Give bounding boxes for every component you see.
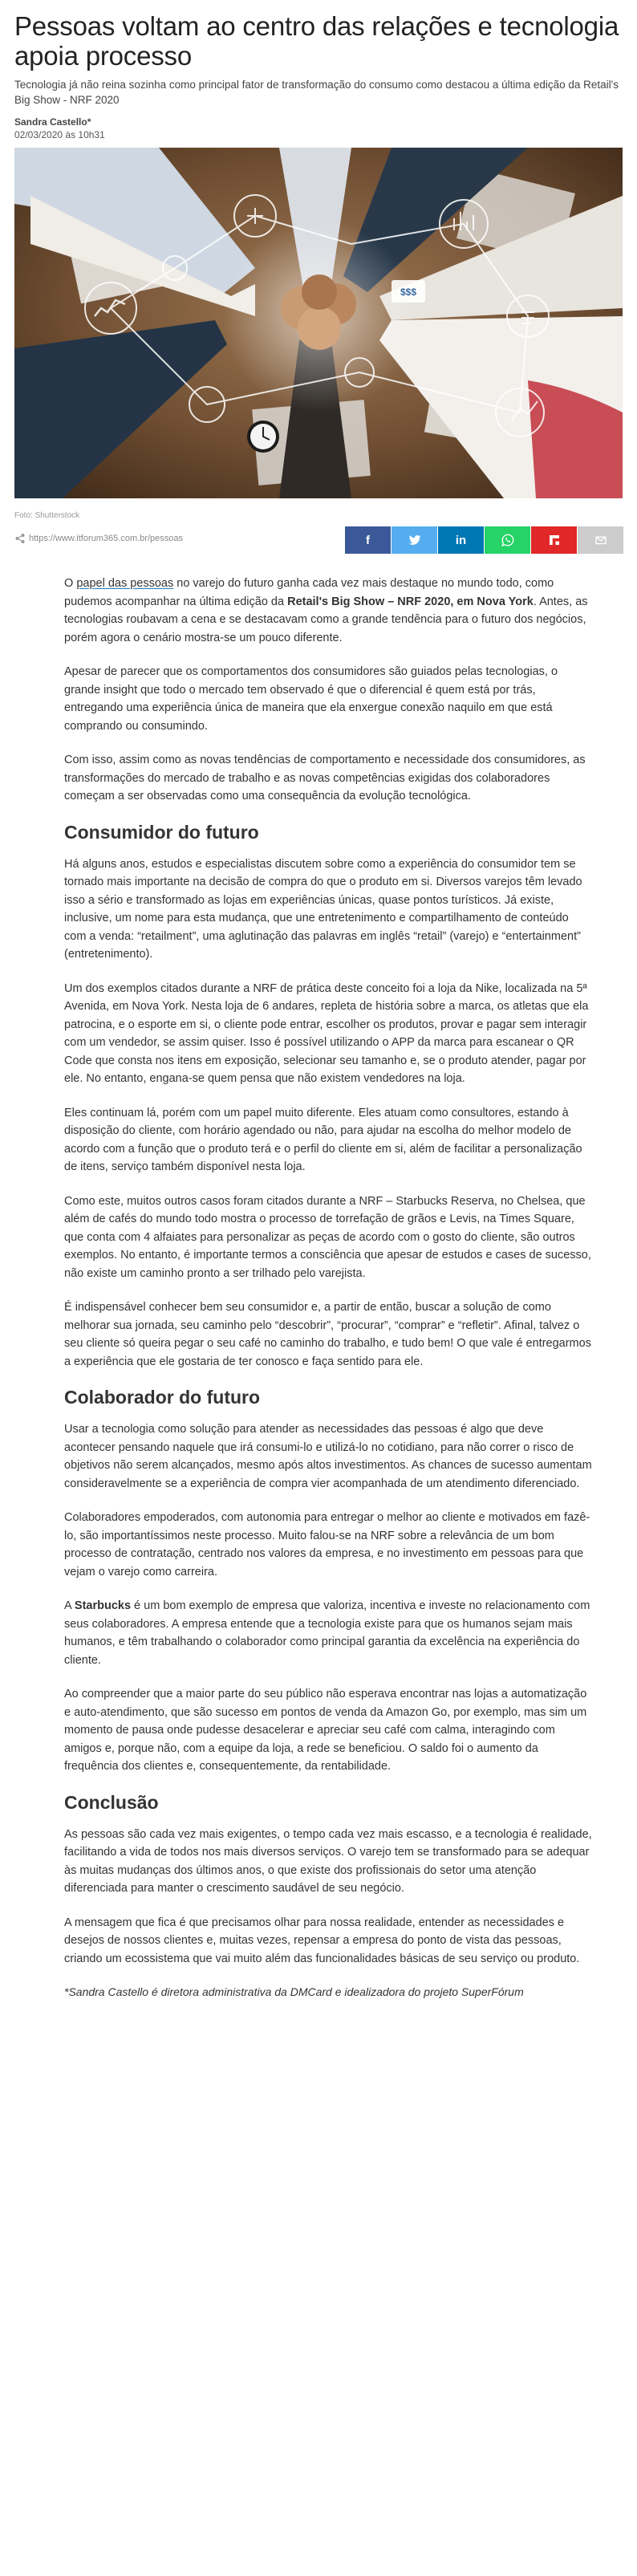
share-url-row <box>14 533 183 544</box>
linkedin-share-button[interactable] <box>438 526 484 554</box>
section-heading: Colaborador do futuro <box>64 1387 261 1408</box>
hero-illustration <box>14 148 623 498</box>
paragraph: Eles continuam lá, porém com um papel muito diferente. Eles atuam como consultores, estando à disposição do cliente, com horário agendado ou não, para ajudar na escolha do melhor modelo de acordo com a função que o produto terá e o perfil do cliente em si, além de facilitar a personalização de itens, serviço também disponível nesta loja. <box>64 1106 582 1173</box>
flipboard-share-button[interactable] <box>531 526 577 554</box>
article-author: Sandra Castello* <box>14 116 91 128</box>
share-icon <box>14 533 26 544</box>
paragraph: Um dos exemplos citados durante a NRF de prática deste conceito foi a loja da Nike, localizada na 5ª Avenida, em Nova York. Nesta loja de 6 andares, repleta de história sobre a marca, os atletas que ela patrocina, e o esporte em si, o cliente pode entrar, escolher os produtos, provar e pagar sem interagir com um vendedor, se assim quiser. Isso é possível utilizando o APP da marca para escanear o QR Code que consta nos itens em exposição, selecionar seu tamanho e, se o produto atender, pagar por ele. No entanto, engana-se quem pensa que não existem vendedores na loja. <box>64 981 589 1085</box>
paragraph: Usar a tecnologia como solução para atender as necessidades das pessoas é algo que deve acontecer pensando naquele que irá consumi-lo e utilizá-lo no cotidiano, para não correr o risco de objetivos não serem alcançados, mesmo após altos investimentos. As chances de sucesso aumentam consideravelmente se a experiência de compra vier acompanhada de um atendimento diferenciado. <box>64 1423 592 1490</box>
share-url-link[interactable]: https://www.itforum365.com.br/pessoas <box>29 534 183 543</box>
hero-image <box>14 148 623 498</box>
photo-credit: Foto: Shutterstock <box>14 511 80 520</box>
facebook-share-button[interactable] <box>345 526 391 554</box>
paragraph: Apesar de parecer que os comportamentos dos consumidores são guiados pelas tecnologias, o grande insight que todo o mercado tem observado é que o diferencial é quem está por trás, entregando uma experiência única de maneira que ela enxergue conexão naquilo em que está comprando ou consumindo. <box>64 665 558 733</box>
article-header <box>0 0 637 140</box>
email-share-button[interactable] <box>578 526 623 554</box>
share-bar <box>14 526 623 554</box>
twitter-share-button[interactable] <box>392 526 437 554</box>
paragraph: Como este, muitos outros casos foram citados durante a NRF – Starbucks Reserva, no Chelsea, que além de cafés do mundo todo mostra o processo de torrefação de grãos e Levis, na Times Square, que conta com 4 alfaiates para personalizar as peças de acordo com o gosto do cliente, são outros exemplos. No entanto, é importante termos a consciência que apesar de estudos e cases de sucesso, não existe um caminho pronto a ser trilhado pelo varejista. <box>64 1194 591 1280</box>
paragraph: As pessoas são cada vez mais exigentes, o tempo cada vez mais escasso, e a tecnologia é realidade, facilitando a vida de todos nos mais diversos serviços. O varejo tem se transformado para se adequar às muitas mudanças dos últimos anos, o que existe dos profissionais do setor uma atenção diferenciada para manter o crescimento saudável de seu negócio. <box>64 1827 592 1895</box>
linkedin-icon: in <box>455 533 467 547</box>
article-subtitle: Tecnologia já não reina sozinha como principal fator de transformação do consumo como destacou a última edição da Retail's Big Show - NRF 2020 <box>14 79 619 106</box>
paragraph: O papel das pessoas no varejo do futuro ganha cada vez mais destaque no mundo todo, como pudemos acompanhar na última edição da Retail's Big Show – NRF 2020, em Nova York. Antes, as tecnologias roubavam a cena e se destacavam como a grande tendência para o futuro dos negócios, porém agora o cenário mostra-se um pouco diferente. <box>64 577 588 644</box>
svg-text:$$$: $$$ <box>400 286 417 298</box>
paragraph: É indispensável conhecer bem seu consumidor e, a partir de então, buscar a solução de como melhorar sua jornada, seu caminho pelo “descobrir”, “procurar”, “comprar” e “refletir”. Afinal, talvez o seu cliente só queira pegar o seu café no caminho do trabalho, e tudo bem! O que vale é entregarmos a experiência que ele gostaria de ter conosco e faça sentido para ele. <box>64 1301 591 1368</box>
section-heading: Consumidor do futuro <box>64 821 259 843</box>
twitter-icon <box>408 533 422 547</box>
paragraph: Há alguns anos, estudos e especialistas discutem sobre como a experiência do consumidor tem se tornado mais importante na decisão de compra do que o produto em si. Diversos varejos têm levado isso a sério e transformado as lojas em experiências únicas, quase pontos turísticos. Já existe, inclusive, um nome para esta mudança, que une entretenimento e compartilhamento de conteúdo com a venda: “retailment”, uma aglutinação das palavras em inglês “retail” (varejo) e “entertainment” (entretenimento). <box>64 857 582 961</box>
whatsapp-share-button[interactable] <box>485 526 530 554</box>
share-buttons <box>345 526 624 554</box>
paragraph: Ao compreender que a maior parte do seu público não esperava encontrar nas lojas a automatização e auto-atendimento, que são sucesso em pontos de venda da Amazon Go, por exemplo, mas sim um momento de pausa onde pudesse desacelerar e apreciar seu café com calma, interagindo com amigos e, porque não, com a equipe da loja, a rede se beneficiou. O saldo foi o aumento da frequência dos clientes e, consequentemente, da rentabilidade. <box>64 1688 587 1773</box>
article-body <box>0 554 637 2001</box>
facebook-icon: f <box>366 533 370 547</box>
inline-link[interactable]: papel das pessoas <box>76 577 174 590</box>
whatsapp-icon <box>501 533 515 547</box>
paragraph: Colaboradores empoderados, com autonomia para entregar o melhor ao cliente e motivados em fazê-lo, são importantíssimos neste processo. Muito falou-se na NRF sobre a relevância de um bom processo de contratação, centrado nos valores da empresa, e no investimento em pessoas para que vejam o varejo como carreira. <box>64 1511 590 1579</box>
email-icon <box>594 533 608 547</box>
article-date: 02/03/2020 às 10h31 <box>14 129 105 140</box>
paragraph: A Starbucks é um bom exemplo de empresa que valoriza, incentiva e investe no relacionamento com seus colaboradores. A empresa entende que a tecnologia existe para que os humanos sejam mais humanos, e têm trabalhando o colaborador como principal garantia da excelência na experiência do cliente. <box>64 1599 590 1667</box>
author-signature: *Sandra Castello é diretora administrativa da DMCard e idealizadora do projeto SuperFórum <box>64 1985 524 1998</box>
paragraph: A mensagem que fica é que precisamos olhar para nossa realidade, entender as necessidades e desejos de nossos clientes e, muitas vezes, repensar a empresa do ponto de vista das pessoas, criando um ecossistema que vai muito além das funcionalidades básicas de seu serviço ou produto. <box>64 1916 580 1965</box>
paragraph: Com isso, assim como as novas tendências de comportamento e necessidade dos consumidores, as transformações do mercado de trabalho e as novas competências exigidas dos colaboradores começam a ser observadas como uma consequência da evolução tecnológica. <box>64 754 586 802</box>
section-heading: Conclusão <box>64 1791 159 1813</box>
flipboard-icon <box>547 533 562 547</box>
article-title: Pessoas voltam ao centro das relações e tecnologia apoia processo <box>14 11 619 71</box>
